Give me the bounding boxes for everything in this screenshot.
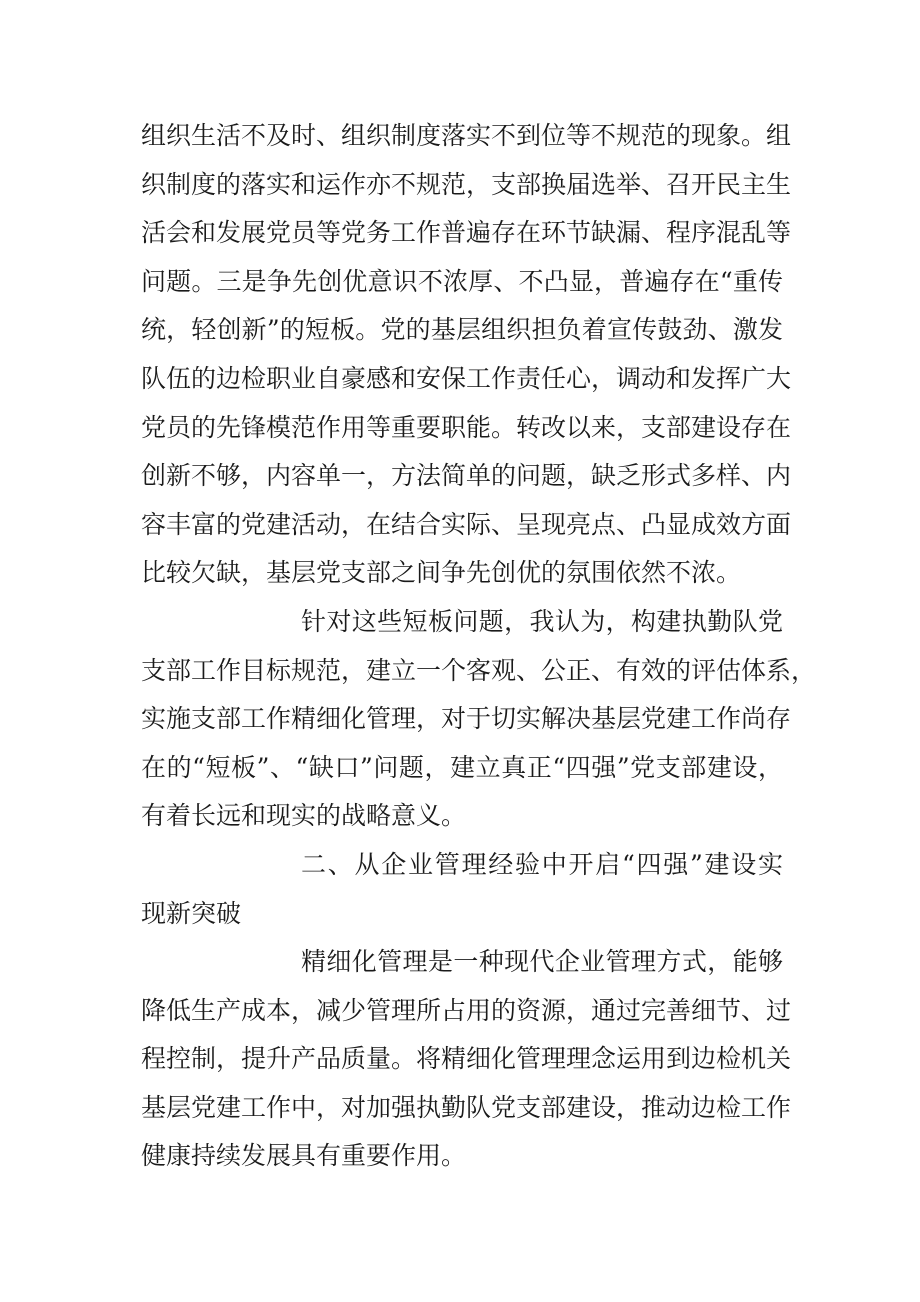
- paragraph: [141, 598, 817, 841]
- text-line: 有着长远和现实的战略意义。: [141, 801, 467, 831]
- text-line: 精细化管理是一种现代企业管理方式，能够: [301, 947, 783, 977]
- text-line: 二、从企业管理经验中开启“四强”建设实: [301, 849, 783, 879]
- text-line: 队伍的边检职业自豪感和安保工作责任心，调动和发挥广大: [141, 363, 792, 393]
- paragraph: [141, 112, 792, 598]
- paragraph: [141, 841, 783, 938]
- text-line: 问题。三是争先创优意识不浓厚、不凸显，普遍存在“重传: [141, 266, 783, 296]
- text-line: 健康持续发展具有重要作用。: [141, 1141, 467, 1171]
- text-line: 降低生产成本，减少管理所占用的资源，通过完善细节、过: [141, 995, 792, 1025]
- text-line: 统，轻创新”的短板。党的基层组织担负着宣传鼓劲、激发: [141, 315, 783, 345]
- text-line: 实施支部工作精细化管理，对于切实解决基层党建工作尚存: [141, 704, 792, 734]
- text-line: 支部工作目标规范，建立一个客观、公正、有效的评估体系，: [141, 655, 817, 685]
- text-line: 针对这些短板问题，我认为，构建执勤队党: [301, 606, 783, 636]
- text-line: 基层党建工作中，对加强执勤队党支部建设，推动边检工作: [141, 1092, 792, 1122]
- text-line: 创新不够，内容单一，方法简单的问题，缺乏形式多样、内: [141, 461, 792, 491]
- text-line: 党员的先锋模范作用等重要职能。转改以来，支部建设存在: [141, 412, 792, 442]
- document-page: [141, 112, 817, 1181]
- text-line: 活会和发展党员等党务工作普遍存在环节缺漏、程序混乱等: [141, 218, 792, 248]
- text-line: 比较欠缺，基层党支部之间争先创优的氛围依然不浓。: [141, 558, 742, 588]
- text-line: 在的“短板”、“缺口”问题，建立真正“四强”党支部建设，: [141, 752, 783, 782]
- document-body: [141, 112, 817, 1181]
- text-line: 现新突破: [141, 898, 242, 928]
- text-line: 组织生活不及时、组织制度落实不到位等不规范的现象。组: [141, 121, 792, 150]
- text-line: 容丰富的党建活动，在结合实际、呈现亮点、凸显成效方面: [141, 509, 792, 539]
- text-line: 织制度的落实和运作亦不规范，支部换届选举、召开民主生: [141, 169, 792, 199]
- text-line: 程控制，提升产品质量。将精细化管理理念运用到边检机关: [141, 1044, 792, 1074]
- paragraph: [141, 938, 792, 1181]
